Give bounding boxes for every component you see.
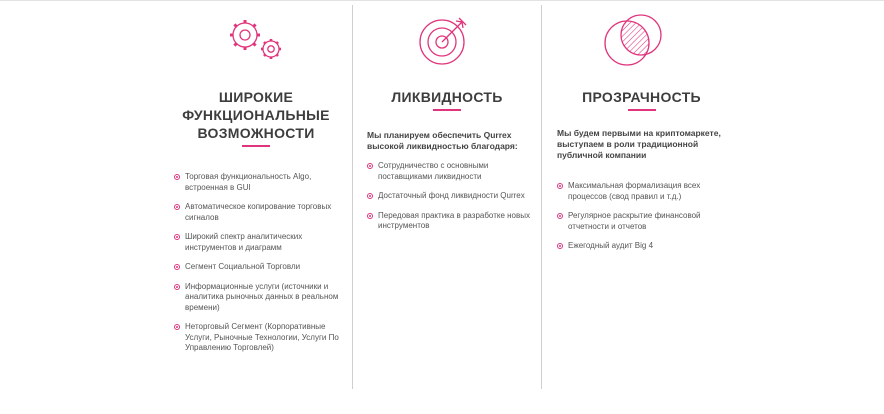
title-underline <box>433 109 461 111</box>
list-item: Регулярное раскрытие финансовой отчетности и отчетов <box>557 211 732 232</box>
bullet-icon <box>557 213 563 219</box>
title-line: ВОЗМОЖНОСТИ <box>197 125 315 141</box>
bullet-icon <box>367 193 373 199</box>
bullet-icon <box>174 264 180 270</box>
bullet-icon <box>557 243 563 249</box>
column-title <box>353 88 541 106</box>
column-title <box>160 88 352 142</box>
column-intro: Мы планируем обеспечить Qurrex высокой ликвидностью благодаря: <box>367 130 518 151</box>
title-line: ПРОЗРАЧНОСТЬ <box>582 89 701 105</box>
top-border <box>0 0 884 4</box>
title-line: ФУНКЦИОНАЛЬНЫЕ <box>182 107 330 123</box>
column-title <box>542 88 741 106</box>
title-line: ШИРОКИЕ <box>218 89 294 105</box>
column-intro: Мы будем первыми на криптомаркете, выступаем в роли традиционной публичной компании <box>557 128 721 160</box>
feature-column-functionality <box>160 5 352 389</box>
title-line: ЛИКВИДНОСТЬ <box>391 89 503 105</box>
overlap-circles-icon <box>602 11 672 71</box>
bullet-icon <box>174 324 180 330</box>
list-item: Автоматическое копирование торговых сигналов <box>174 202 346 223</box>
feature-list <box>367 161 532 241</box>
list-item: Широкий спектр аналитических инструментов и диаграмм <box>174 232 346 253</box>
bullet-icon <box>174 234 180 240</box>
bullet-icon <box>557 183 563 189</box>
bullet-icon <box>367 163 373 169</box>
list-item: Сотрудничество с основными поставщиками ликвидности <box>367 161 532 182</box>
bullet-icon <box>367 213 373 219</box>
list-item: Передовая практика в разработке новых инструментов <box>367 211 532 232</box>
feature-list <box>174 172 346 363</box>
list-item: Неторговый Сегмент (Корпоративные Услуги, Рыночные Технологии, Услуги По Управлению Торговлей) <box>174 322 346 354</box>
list-item: Сегмент Социальной Торговли <box>174 262 346 273</box>
title-underline <box>628 109 656 111</box>
feature-column-transparency <box>541 5 741 389</box>
target-icon <box>416 12 472 68</box>
list-item: Информационные услуги (источники и аналитика рыночных данных в реальном времени) <box>174 282 346 314</box>
bullet-icon <box>174 204 180 210</box>
feature-column-liquidity <box>352 5 541 389</box>
list-item: Ежегодный аудит Big 4 <box>557 241 732 252</box>
bullet-icon <box>174 284 180 290</box>
list-item: Максимальная формализация всех процессов (свод правил и т.д.) <box>557 181 732 202</box>
title-underline <box>242 145 270 147</box>
list-item: Торговая функциональность Algo, встроенная в GUI <box>174 172 346 193</box>
gears-icon <box>223 13 289 63</box>
list-item: Достаточный фонд ликвидности Qurrex <box>367 191 532 202</box>
bullet-icon <box>174 174 180 180</box>
feature-list <box>557 181 732 261</box>
